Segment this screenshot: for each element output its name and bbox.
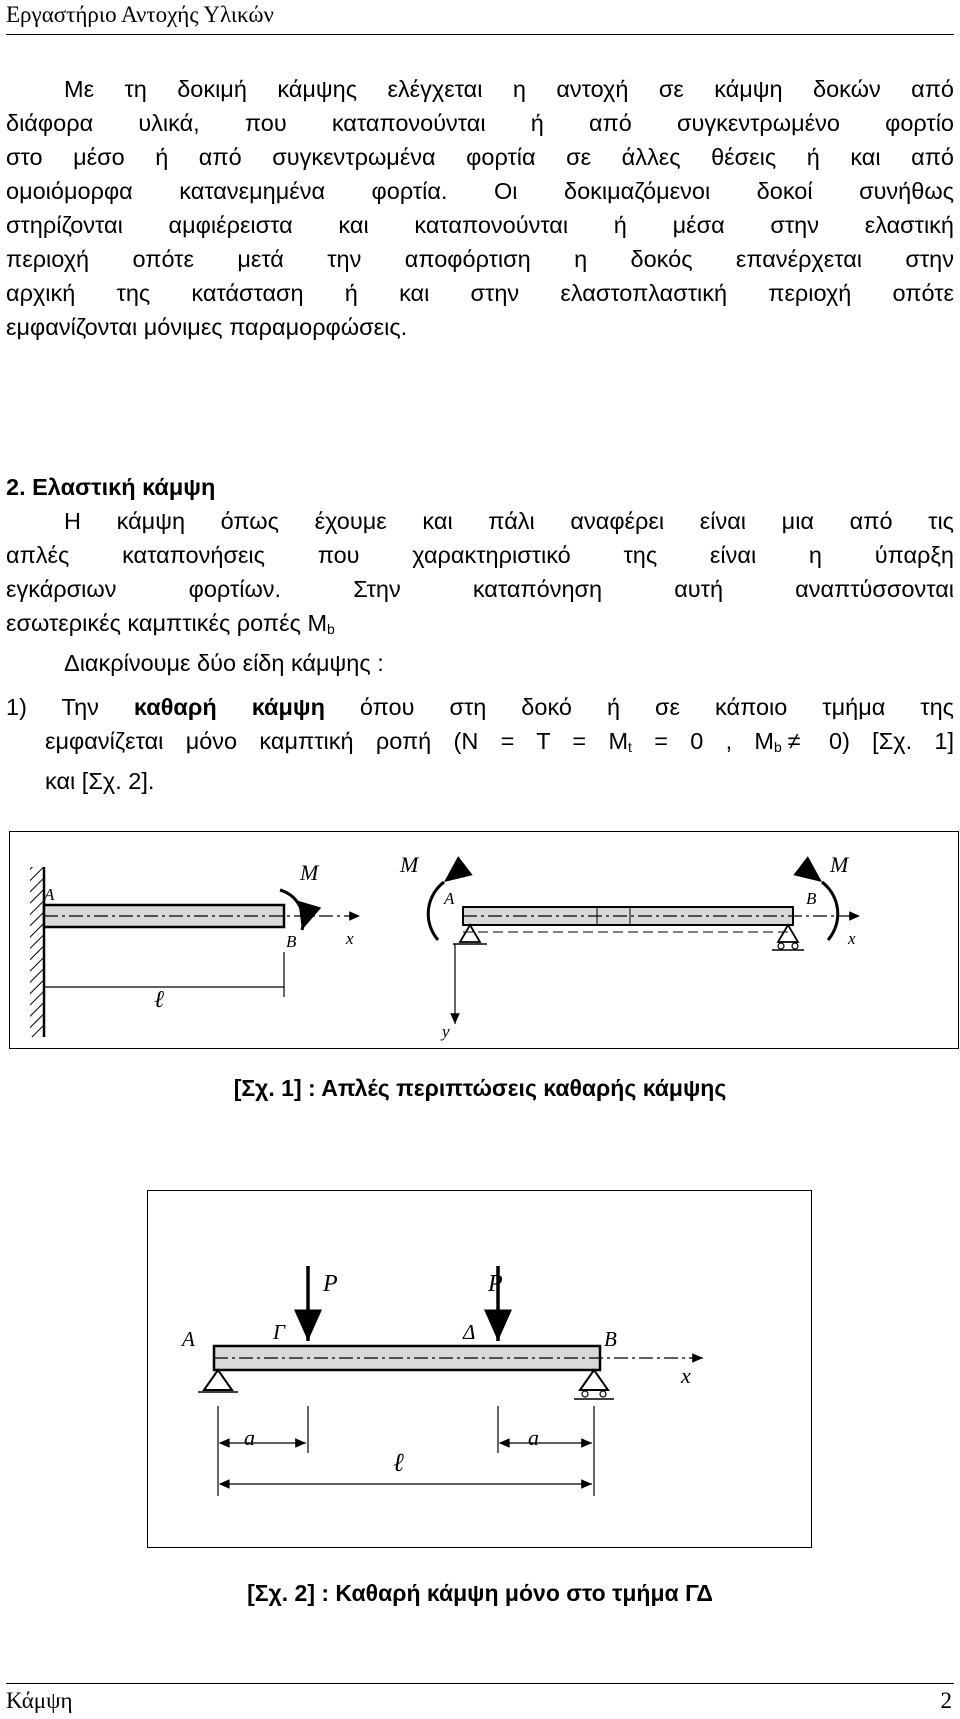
not-equal-sign: ≠ <box>787 728 801 754</box>
list-line: 1) Την καθαρή κάμψη όπου στη δοκό ή σε κάποιο τμήμα της <box>6 694 954 720</box>
section-2 <box>6 470 954 680</box>
dist-a-label-1: a <box>244 1425 255 1450</box>
point-a-label: A <box>44 885 55 904</box>
intro-line: αρχική της κατάσταση ή και στην ελαστοπλαστική περιοχή οπότε <box>6 280 954 306</box>
intro-line: εμφανίζονται μόνιμες παραμορφώσεις. <box>6 314 408 340</box>
dist-a-label-2: a <box>528 1425 539 1450</box>
figure-1-drawing <box>10 832 957 1047</box>
figure-2-drawing <box>148 1191 810 1546</box>
section-line: Διακρίνουμε δύο είδη κάμψης : <box>64 650 384 676</box>
intro-line: περιοχή οπότε μετά την αποφόρτιση η δοκός επανέρχεται στην <box>6 246 954 272</box>
load-label-1: P <box>323 1271 338 1297</box>
intro-line: διάφορα υλικά, που καταπονούνται ή από συγκεντρωμένο φορτίο <box>6 110 954 136</box>
running-header: Εργαστήριο Αντοχής Υλικών <box>6 2 274 27</box>
point-delta-label: Δ <box>463 1320 476 1344</box>
footer-chapter: Κάμψη <box>6 1688 73 1713</box>
x-label-2: x <box>848 929 856 948</box>
point-b-label: B <box>286 932 297 951</box>
intro-line: Με τη δοκιμή κάμψης ελέγχεται η αντοχή σε κάμψη δοκών από <box>64 76 954 102</box>
point-b-label: B <box>604 1327 617 1351</box>
moment-label-right: M <box>830 852 849 877</box>
figure-1-frame <box>9 831 959 1049</box>
moment-subscript: b <box>327 621 335 637</box>
section-line <box>6 606 954 646</box>
figure-1-caption: [Σχ. 1] : Απλές περιπτώσεις καθαρής κάμψης <box>233 1075 727 1101</box>
moment-text: εσωτερικές καμπτικές ροπές M <box>6 610 328 636</box>
length-label: ℓ <box>154 987 164 1013</box>
page-number: 2 <box>940 1688 952 1713</box>
x-label: x <box>346 929 354 948</box>
list-line: και [Σχ. 2]. <box>45 768 155 794</box>
intro-line: στηρίζονται αμφιέρειστα και καταπονούνται ή μέσα στην ελαστική <box>6 212 954 238</box>
moment-label: M <box>300 860 319 885</box>
intro-line: ομοιόμορφα κατανεμημένα φορτία. Οι δοκιμαζόμενοι δοκοί συνήθως <box>6 178 954 204</box>
left-moment-arrow <box>428 882 444 940</box>
section-heading: 2. Ελαστική κάμψη <box>6 474 216 500</box>
right-moment-arrow <box>822 882 838 940</box>
figure-2-frame <box>147 1190 812 1548</box>
list-item-1 <box>6 690 954 798</box>
point-a-label-2: A <box>444 889 455 908</box>
intro-paragraph <box>6 72 954 344</box>
header-rule <box>6 34 954 35</box>
x-label: x <box>681 1363 691 1388</box>
intro-line: στο μέσο ή από συγκεντρωμένα φορτία σε άλλες θέσεις ή και από <box>6 144 954 170</box>
pure-bending-term: καθαρή κάμψη <box>133 694 325 720</box>
roller-support-b <box>580 1370 608 1390</box>
roller-support <box>778 925 798 942</box>
footer-rule <box>6 1683 954 1684</box>
section-line: εγκάρσιων φορτίων. Στην καταπόνηση αυτή αναπτύσσονται <box>6 576 954 602</box>
figure-2-caption: [Σχ. 2] : Καθαρή κάμψη μόνο στο τμήμα ΓΔ <box>247 1580 713 1606</box>
load-label-2: P <box>488 1271 503 1297</box>
fixed-wall <box>30 867 44 1037</box>
point-b-label-2: B <box>806 889 817 908</box>
y-label: y <box>442 1022 450 1041</box>
section-line: απλές καταπονήσεις που χαρακτηριστικό της είναι η ύπαρξη <box>6 542 954 568</box>
point-gamma-label: Γ <box>273 1320 285 1344</box>
point-a-label: A <box>182 1327 195 1351</box>
pin-support-a <box>204 1370 232 1390</box>
pin-support <box>460 925 480 942</box>
section-line: Η κάμψη όπως έχουμε και πάλι αναφέρει είναι μια από τις <box>64 508 954 534</box>
list-line: εμφανίζεται μόνο καμπτική ροπή ($N = T = M_t = 0$ , $M_b \ne 0$) [Σχ. 1] <box>6 724 954 764</box>
length-label: ℓ <box>393 1448 404 1477</box>
moment-label-left: M <box>400 852 419 877</box>
